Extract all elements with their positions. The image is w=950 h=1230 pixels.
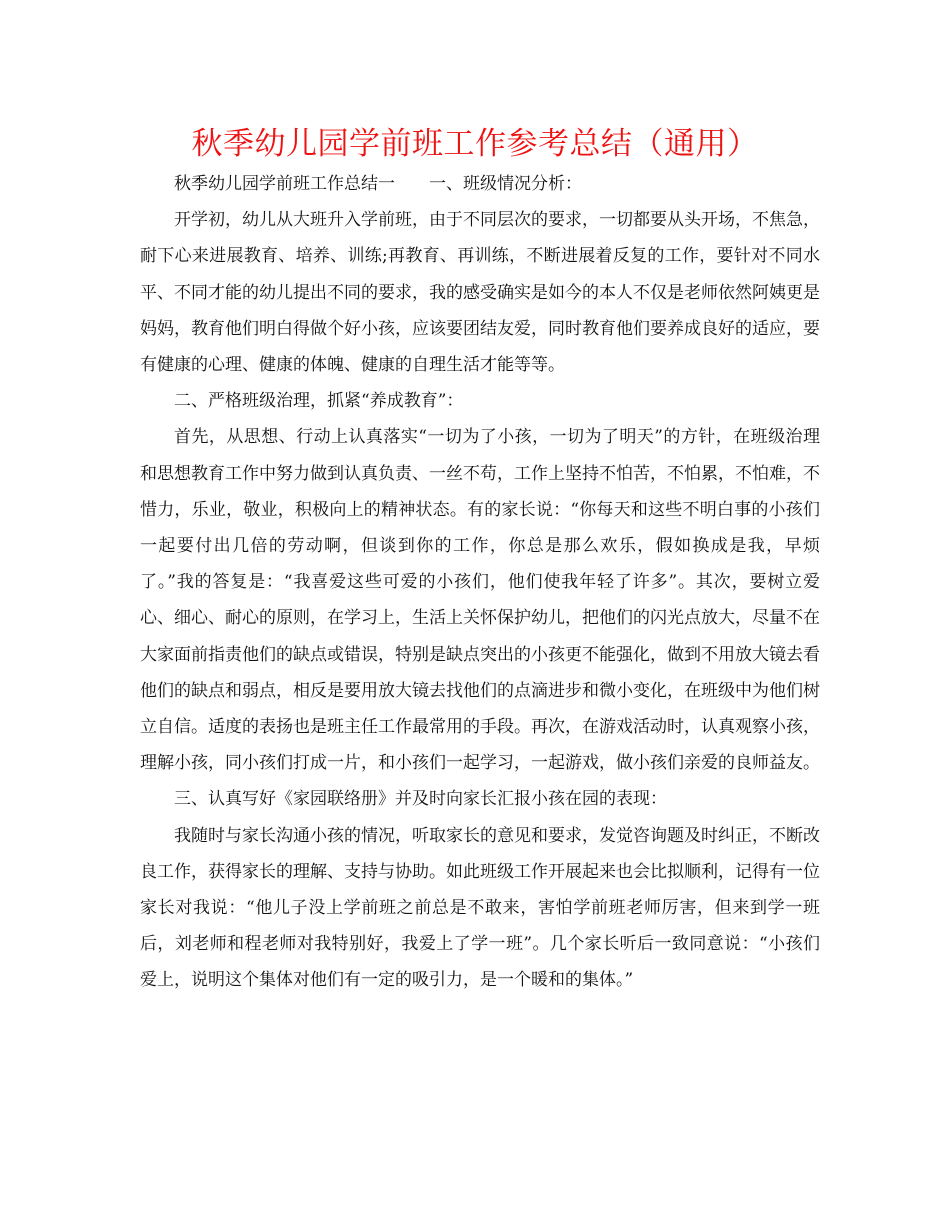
paragraph-class-analysis: 开学初，幼儿从大班升入学前班，由于不同层次的要求，一切都要从头开场，不焦急，耐下心来进展教育、培养、训练;再教育、再训练，不断进展着反复的工作，要针对不同水平、不同才能的幼儿提出不同的要求，我的感受确实是如今的本人不仅是老师依然阿姨更是妈妈，教育他们明白得做个好小孩，应该要团结友爱，同时教育他们要养成良好的适应，要有健康的心理、健康的体魄、健康的自理生活才能等等。 bbox=[140, 210, 820, 376]
paragraph-parent-communication: 我随时与家长沟通小孩的情况，听取家长的意见和要求，发觉咨询题及时纠正，不断改良工作，获得家长的理解、支持与协助。如此班级工作开展起来也会比拟顺利，记得有一位家长对我说：“他儿子没上学前班之前总是不敢来，害怕学前班老师厉害，但来到学一班后，刘老师和程老师对我特别好，我爱上了学一班”。几个家长听后一致同意说：“小孩们爱上，说明这个集体对他们有一定的吸引力，是一个暖和的集体。” bbox=[140, 825, 820, 991]
paragraph-section-heading-1: 秋季幼儿园学前班工作总结一 一、班级情况分析： bbox=[174, 174, 582, 194]
paragraph-section-heading-2: 二、严格班级治理，抓紧“养成教育”： bbox=[174, 391, 464, 412]
document-title: 秋季幼儿园学前班工作参考总结（通用） bbox=[191, 126, 759, 162]
document-body bbox=[140, 166, 820, 999]
paragraph-class-management: 首先，从思想、行动上认真落实“一切为了小孩，一切为了明天”的方针，在班级治理和思想教育工作中努力做到认真负责、一丝不苟，工作上坚持不怕苦，不怕累，不怕难，不惜力，乐业，敬业，积极向上的精神状态。有的家长说：“你每天和这些不明白事的小孩们一起要付出几倍的劳动啊，但谈到你的工作，你总是那么欢乐，假如换成是我，早烦了。”我的答复是：“我喜爱这些可爱的小孩们，他们使我年轻了许多”。其次，要树立爱心、细心、耐心的原则，在学习上，生活上关怀保护幼儿，把他们的闪光点放大，尽量不在大家面前指责他们的缺点或错误，特别是缺点突出的小孩更不能强化，做到不用放大镜去看他们的缺点和弱点，相反是要用放大镜去找他们的点滴进步和微小变化，在班级中为他们树立自信。适度的表扬也是班主任工作最常用的手段。再次，在游戏活动时，认真观察小孩，理解小孩，同小孩们打成一片，和小孩们一起学习，一起游戏，做小孩们亲爱的良师益友。 bbox=[140, 427, 820, 774]
paragraph-section-heading-3: 三、认真写好《家园联络册》并及时向家长汇报小孩在园的表现： bbox=[174, 789, 667, 810]
